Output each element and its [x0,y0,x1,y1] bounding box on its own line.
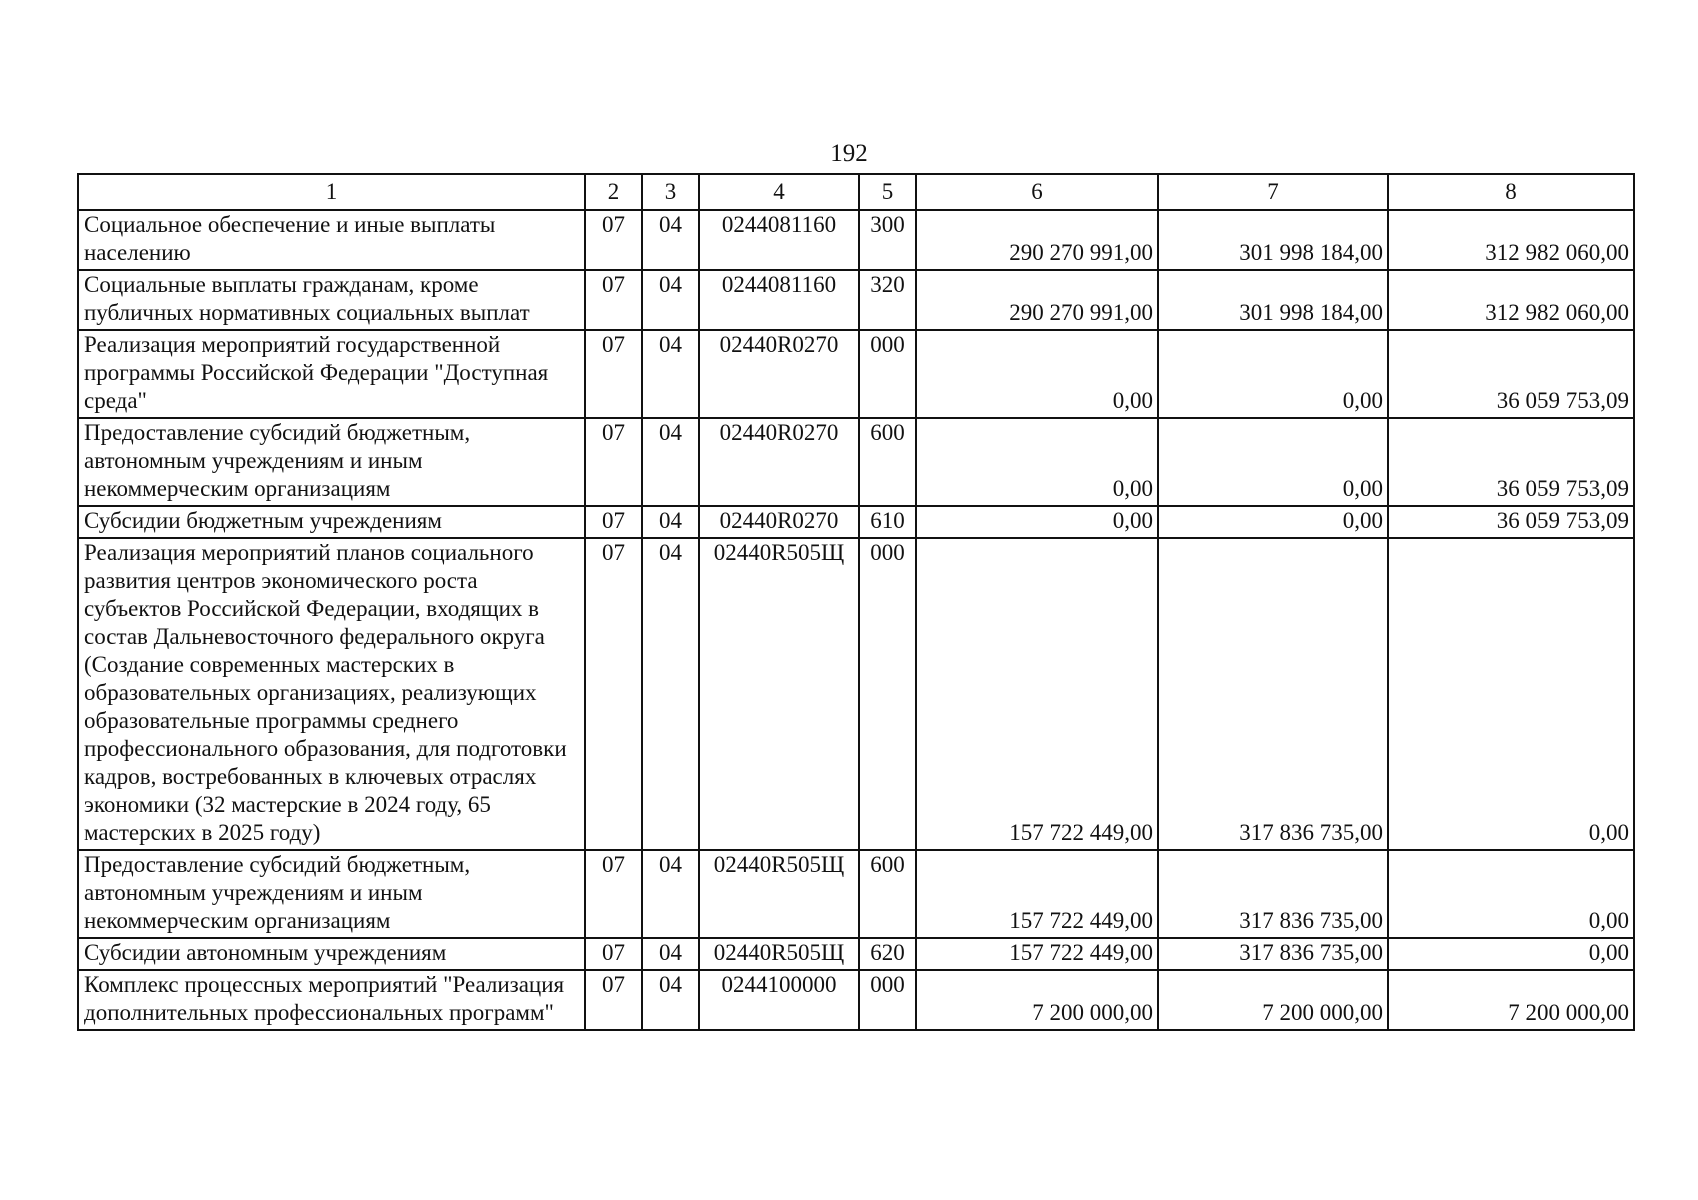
row-name-cell: Социальное обеспечение и иные выплаты населению [78,210,585,270]
amount-col6-cell: 157 722 449,00 [916,538,1158,850]
amount-col8-cell: 0,00 [1388,850,1634,938]
subsection-code-cell: 04 [642,538,699,850]
amount-col6-cell: 7 200 000,00 [916,970,1158,1030]
amount-col6-cell: 157 722 449,00 [916,938,1158,970]
section-code-cell: 07 [585,210,642,270]
expense-type-cell: 320 [859,270,916,330]
table-row [78,850,1634,938]
amount-col7-cell: 0,00 [1158,330,1388,418]
column-header: 1 [78,174,585,210]
target-article-cell: 0244100000 [699,970,859,1030]
amount-col8-cell: 36 059 753,09 [1388,506,1634,538]
subsection-code-cell: 04 [642,330,699,418]
subsection-code-cell: 04 [642,270,699,330]
column-header: 7 [1158,174,1388,210]
target-article-cell: 0244081160 [699,270,859,330]
expense-type-cell: 600 [859,418,916,506]
subsection-code-cell: 04 [642,210,699,270]
expense-type-cell: 600 [859,850,916,938]
row-name-cell: Субсидии бюджетным учреждениям [78,506,585,538]
column-header: 2 [585,174,642,210]
target-article-cell: 02440R505Щ [699,938,859,970]
row-name-cell: Реализация мероприятий планов социального развития центров экономического роста субъектов Российской Федерации, входящих в состав Дальневосточного федерального округа (Создание современных мастерских в образовательных организациях, реализующих образовательные программы среднего профессионального образования, для подготовки кадров, востребованных в ключевых отраслях экономики (32 мастерские в 2024 году, 65 мастерских в 2025 году) [78,538,585,850]
header-row [78,174,1634,210]
row-name-cell: Комплекс процессных мероприятий "Реализация дополнительных профессиональных программ" [78,970,585,1030]
target-article-cell: 02440R505Щ [699,538,859,850]
table-row [78,418,1634,506]
amount-col6-cell: 0,00 [916,506,1158,538]
amount-col6-cell: 0,00 [916,330,1158,418]
amount-col7-cell: 317 836 735,00 [1158,538,1388,850]
expense-type-cell: 610 [859,506,916,538]
section-code-cell: 07 [585,938,642,970]
row-name-cell: Реализация мероприятий государственной программы Российской Федерации "Доступная среда" [78,330,585,418]
amount-col8-cell: 36 059 753,09 [1388,330,1634,418]
column-header: 6 [916,174,1158,210]
table-row [78,506,1634,538]
table-row [78,210,1634,270]
amount-col8-cell: 0,00 [1388,538,1634,850]
target-article-cell: 0244081160 [699,210,859,270]
amount-col6-cell: 157 722 449,00 [916,850,1158,938]
subsection-code-cell: 04 [642,506,699,538]
row-name-cell: Предоставление субсидий бюджетным, автономным учреждениям и иным некоммерческим организациям [78,850,585,938]
budget-table [77,173,1635,1031]
table-row [78,330,1634,418]
row-name-cell: Субсидии автономным учреждениям [78,938,585,970]
column-header: 5 [859,174,916,210]
table-row [78,538,1634,850]
amount-col6-cell: 290 270 991,00 [916,210,1158,270]
section-code-cell: 07 [585,850,642,938]
subsection-code-cell: 04 [642,850,699,938]
section-code-cell: 07 [585,538,642,850]
section-code-cell: 07 [585,506,642,538]
table-row [78,938,1634,970]
section-code-cell: 07 [585,418,642,506]
row-name-cell: Предоставление субсидий бюджетным, автономным учреждениям и иным некоммерческим организациям [78,418,585,506]
amount-col7-cell: 7 200 000,00 [1158,970,1388,1030]
section-code-cell: 07 [585,330,642,418]
table-row [78,970,1634,1030]
amount-col6-cell: 290 270 991,00 [916,270,1158,330]
target-article-cell: 02440R505Щ [699,850,859,938]
row-name-cell: Социальные выплаты гражданам, кроме публичных нормативных социальных выплат [78,270,585,330]
expense-type-cell: 300 [859,210,916,270]
amount-col8-cell: 312 982 060,00 [1388,270,1634,330]
expense-type-cell: 000 [859,970,916,1030]
subsection-code-cell: 04 [642,938,699,970]
table-row [78,270,1634,330]
amount-col8-cell: 312 982 060,00 [1388,210,1634,270]
amount-col7-cell: 0,00 [1158,506,1388,538]
amount-col7-cell: 317 836 735,00 [1158,938,1388,970]
page-number: 192 [830,140,868,167]
expense-type-cell: 000 [859,330,916,418]
section-code-cell: 07 [585,970,642,1030]
amount-col7-cell: 317 836 735,00 [1158,850,1388,938]
subsection-code-cell: 04 [642,418,699,506]
column-header: 3 [642,174,699,210]
column-header: 8 [1388,174,1634,210]
amount-col8-cell: 0,00 [1388,938,1634,970]
section-code-cell: 07 [585,270,642,330]
column-header: 4 [699,174,859,210]
amount-col8-cell: 7 200 000,00 [1388,970,1634,1030]
target-article-cell: 02440R0270 [699,330,859,418]
amount-col7-cell: 0,00 [1158,418,1388,506]
expense-type-cell: 000 [859,538,916,850]
amount-col7-cell: 301 998 184,00 [1158,210,1388,270]
subsection-code-cell: 04 [642,970,699,1030]
amount-col6-cell: 0,00 [916,418,1158,506]
expense-type-cell: 620 [859,938,916,970]
target-article-cell: 02440R0270 [699,506,859,538]
amount-col7-cell: 301 998 184,00 [1158,270,1388,330]
amount-col8-cell: 36 059 753,09 [1388,418,1634,506]
target-article-cell: 02440R0270 [699,418,859,506]
